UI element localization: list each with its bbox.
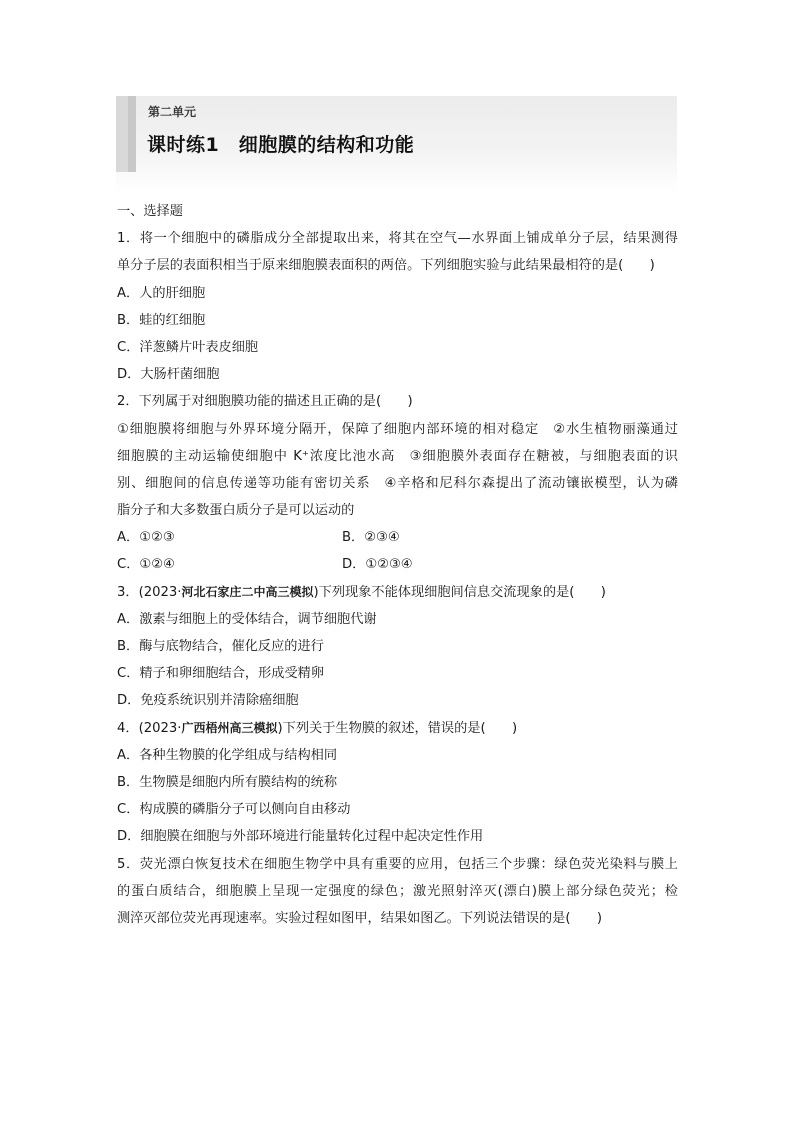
option-row: [117, 524, 678, 551]
option-d: D．细胞膜在细胞与外部环境进行能量转化过程中起决定性作用: [117, 829, 484, 845]
option-b: B．②③④: [342, 530, 400, 546]
option-c: C．洋葱鳞片叶表皮细胞: [117, 339, 259, 355]
question-5: [117, 851, 678, 933]
question-line: 5．荧光漂白恢复技术在细胞生物学中具有重要的应用，包括三个步骤：绿色荧光染料与膜上: [117, 856, 678, 872]
option-b: B．蛙的红细胞: [117, 312, 206, 328]
question-line: 脂分子和大多数蛋白质分子是可以运动的: [117, 503, 355, 519]
option-b: B．酶与底物结合，催化反应的进行: [117, 639, 324, 654]
question-source: 河北石家庄二中高三模拟: [181, 584, 314, 599]
question-stem: [117, 715, 678, 742]
question-text: )下列现象不能体现细胞间信息交流现象的是( ): [313, 584, 606, 600]
header-accent-bar-inner: [128, 96, 136, 172]
question-line: ①细胞膜将细胞与外界环境分隔开，保障了细胞内部环境的相对稳定 ②水生植物丽藻通过: [117, 421, 678, 437]
question-1: [117, 225, 678, 388]
question-line: 别、细胞间的信息传递等功能有密切关系 ④辛格和尼科尔森提出了流动镶嵌模型，认为磷: [117, 475, 678, 491]
option-d: D．①②③④: [342, 557, 413, 573]
option-d: D．大肠杆菌细胞: [117, 367, 220, 383]
option-c: C．构成膜的磷脂分子可以侧向自由移动: [117, 802, 351, 818]
option-a: A．人的肝细胞: [117, 285, 206, 301]
document-body: [117, 198, 678, 932]
lesson-title: 课时练1 细胞膜的结构和功能: [147, 134, 415, 156]
question-3: [117, 579, 678, 715]
question-line: 单分子层的表面积相当于原来细胞膜表面积的两倍。下列细胞实验与此结果最相符的是( ): [117, 258, 655, 274]
question-number: 4．(2023·: [117, 720, 182, 736]
question-source: 广西梧州高三模拟: [181, 720, 278, 735]
question-stem: [117, 579, 678, 606]
option-c: C．精子和卵细胞结合，形成受精卵: [117, 666, 325, 682]
question-stem: 2．下列属于对细胞膜功能的描述且正确的是( ): [117, 394, 413, 410]
option-b: B．生物膜是细胞内所有膜结构的统称: [117, 774, 338, 790]
option-a: A．各种生物膜的化学组成与结构相同: [117, 747, 338, 763]
question-2: [117, 388, 678, 578]
question-4: [117, 715, 678, 851]
option-a: A．①②③: [117, 530, 175, 546]
option-d: D．免疫系统识别并清除癌细胞: [117, 693, 299, 709]
option-c: C．①②④: [117, 557, 175, 573]
unit-label: 第二单元: [148, 105, 197, 119]
section-heading: 一、选择题: [117, 204, 183, 219]
question-text: )下列关于生物膜的叙述，错误的是( ): [277, 720, 518, 736]
question-line: 1．将一个细胞中的磷脂成分全部提取出来，将其在空气—水界面上铺成单分子层，结果测得: [117, 231, 678, 247]
option-a: A．激素与细胞上的受体结合，调节细胞代谢: [117, 611, 377, 627]
question-line: 的蛋白质结合，细胞膜上呈现一定强度的绿色；激光照射淬灭(漂白)膜上部分绿色荧光；检: [117, 883, 678, 899]
option-row: [117, 551, 678, 578]
question-line: 测淬灭部位荧光再现速率。实验过程如图甲，结果如图乙。下列说法错误的是( ): [117, 910, 603, 926]
question-line: 细胞膜的主动运输使细胞中 K⁺浓度比池水高 ③细胞膜外表面存在糖被，与细胞表面的识: [117, 448, 678, 464]
question-number: 3．(2023·: [117, 584, 182, 600]
